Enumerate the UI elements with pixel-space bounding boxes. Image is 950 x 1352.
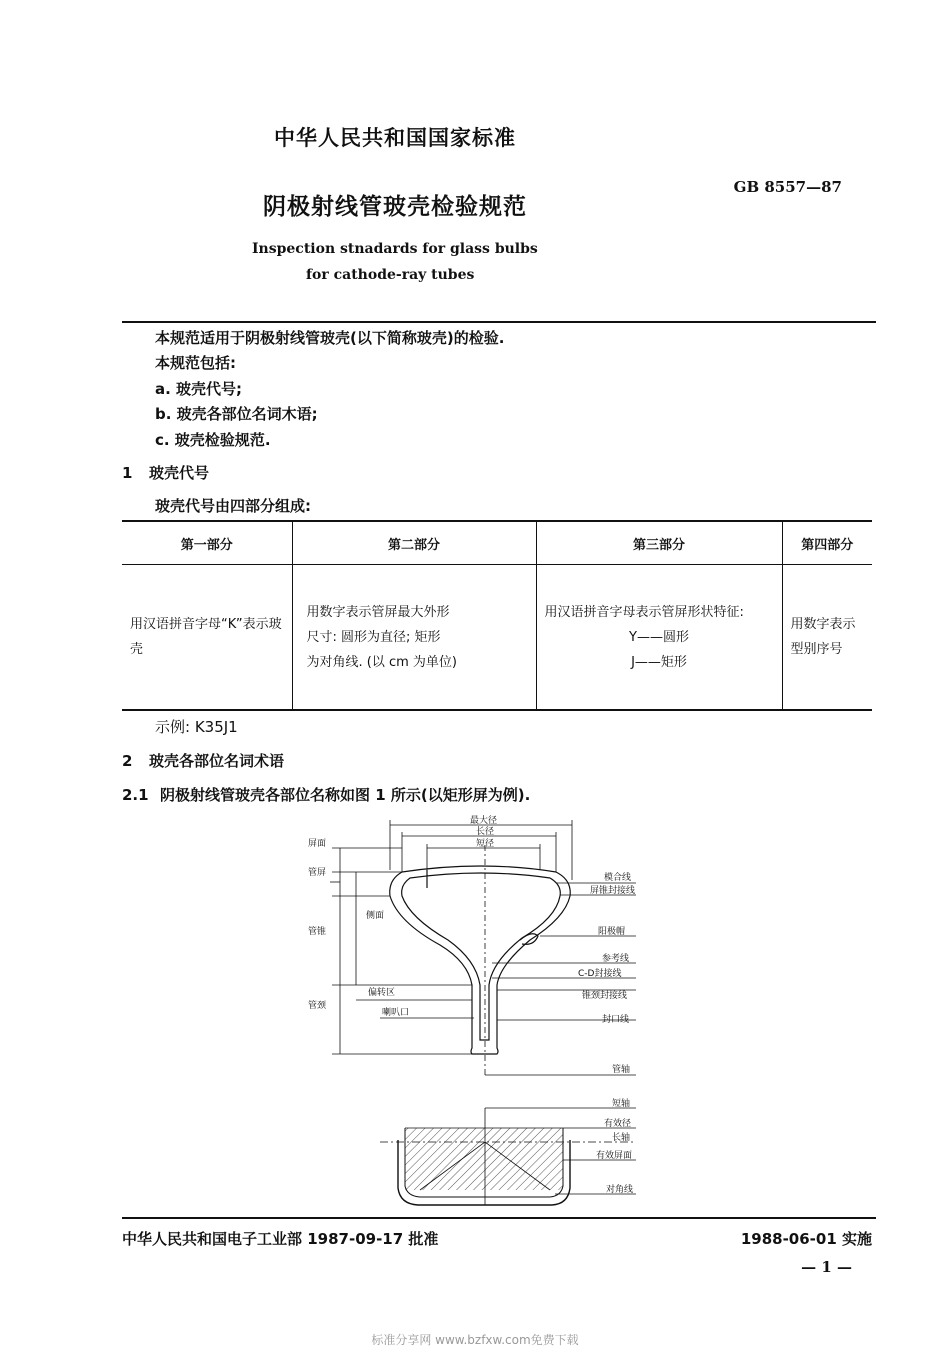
effective-date: 1988-06-01 实施 xyxy=(740,1230,872,1248)
issuer-approval: 中华人民共和国电子工业部 1987-09-17 批准 xyxy=(122,1230,439,1248)
label-max-dia: 最大径 xyxy=(470,816,498,826)
cell-text: 尺寸: 圆形为直径; 矩形 xyxy=(306,629,441,645)
section-title: 玻壳各部位名词术语 xyxy=(149,752,285,770)
scope-paragraph: 本规范适用于阴极射线管玻壳(以下简称玻壳)的检验. xyxy=(155,329,505,347)
label-cone: 管锥 xyxy=(308,927,327,937)
standard-header-title: 中华人民共和国国家标准 xyxy=(274,126,516,150)
label-sealing-line: 封口线 xyxy=(602,1015,630,1025)
subsection-text: 阴极射线管玻壳各部位名称如图 1 所示(以矩形屏为例). xyxy=(160,786,531,804)
figure-2-screen-diagram xyxy=(380,1097,636,1205)
list-item: c. 玻壳检验规范. xyxy=(155,431,271,449)
english-title-line-1: Inspection stnadards for glass bulbs xyxy=(252,241,538,257)
list-item: b. 玻壳各部位名词木语; xyxy=(155,405,318,423)
cell-text: Y——圆形 xyxy=(629,629,689,645)
label-long-dia: 长径 xyxy=(476,827,495,837)
label-skirt: 管屏 xyxy=(308,868,327,878)
table-header-cell: 第四部分 xyxy=(782,521,872,565)
label-diagonal: 对角线 xyxy=(606,1185,634,1195)
section-1-lead: 玻壳代号由四部分组成: xyxy=(155,497,311,515)
label-anode-button: 阳极帽 xyxy=(598,927,626,937)
cell-text: 用汉语拼音字母“K”表示玻壳 xyxy=(130,617,282,657)
page-number: — 1 — xyxy=(801,1258,852,1276)
cell-text: 用汉语拼音字母表示管屏形状特征: xyxy=(544,604,744,620)
cell-text: 用数字表示 xyxy=(790,617,856,632)
cell-text: 型别序号 xyxy=(790,642,843,657)
anode-button-shape xyxy=(520,934,538,945)
label-useful-screen: 有效屏面 xyxy=(596,1151,633,1161)
label-short-axis: 短轴 xyxy=(612,1099,631,1109)
label-short-dia: 短径 xyxy=(476,839,495,849)
standard-number: GB 8557—87 xyxy=(733,178,842,196)
list-item: a. 玻壳代号; xyxy=(155,380,243,398)
table-header-cell: 第二部分 xyxy=(292,521,536,565)
includes-paragraph: 本规范包括: xyxy=(155,354,236,372)
code-example: 示例: K35J1 xyxy=(155,718,238,736)
cell-text: J——矩形 xyxy=(631,654,687,670)
table-header-cell: 第三部分 xyxy=(536,521,782,565)
cell-text: 为对角线. (以 cm 为单位) xyxy=(306,654,457,670)
label-reference-line: 参考线 xyxy=(602,954,630,964)
label-useful-dia: 有效径 xyxy=(604,1119,632,1129)
label-panel-face: 屏面 xyxy=(308,839,327,849)
label-flare: 喇叭口 xyxy=(382,1008,410,1018)
footer-divider xyxy=(122,1217,876,1219)
label-long-axis: 长轴 xyxy=(612,1133,631,1143)
label-seal-line: 屏锥封接线 xyxy=(590,886,636,896)
section-number: 2 xyxy=(122,752,133,770)
subsection-number: 2.1 xyxy=(122,786,149,804)
label-cd-seal-line: C-D封接线 xyxy=(578,969,622,979)
section-title: 玻壳代号 xyxy=(149,464,210,482)
label-deflection-zone: 偏转区 xyxy=(368,988,396,998)
label-neck-seal-line: 锥颈封接线 xyxy=(582,991,628,1001)
label-mold-match-line: 模合线 xyxy=(604,873,632,883)
label-side-face: 侧面 xyxy=(366,911,385,921)
cell-text: 用数字表示管屏最大外形 xyxy=(306,604,450,620)
bulb-inner-profile xyxy=(402,873,561,1040)
label-tube-axis: 管轴 xyxy=(612,1065,631,1075)
useful-screen-hatch xyxy=(405,1128,563,1190)
english-title-line-2: for cathode-ray tubes xyxy=(306,267,475,283)
watermark: 标准分享网 www.bzfxw.com免费下载 xyxy=(371,1333,579,1347)
document-title: 阴极射线管玻壳检验规范 xyxy=(263,194,527,220)
label-neck: 管颈 xyxy=(308,1001,327,1011)
section-number: 1 xyxy=(122,464,133,482)
table-header-cell: 第一部分 xyxy=(180,537,233,553)
